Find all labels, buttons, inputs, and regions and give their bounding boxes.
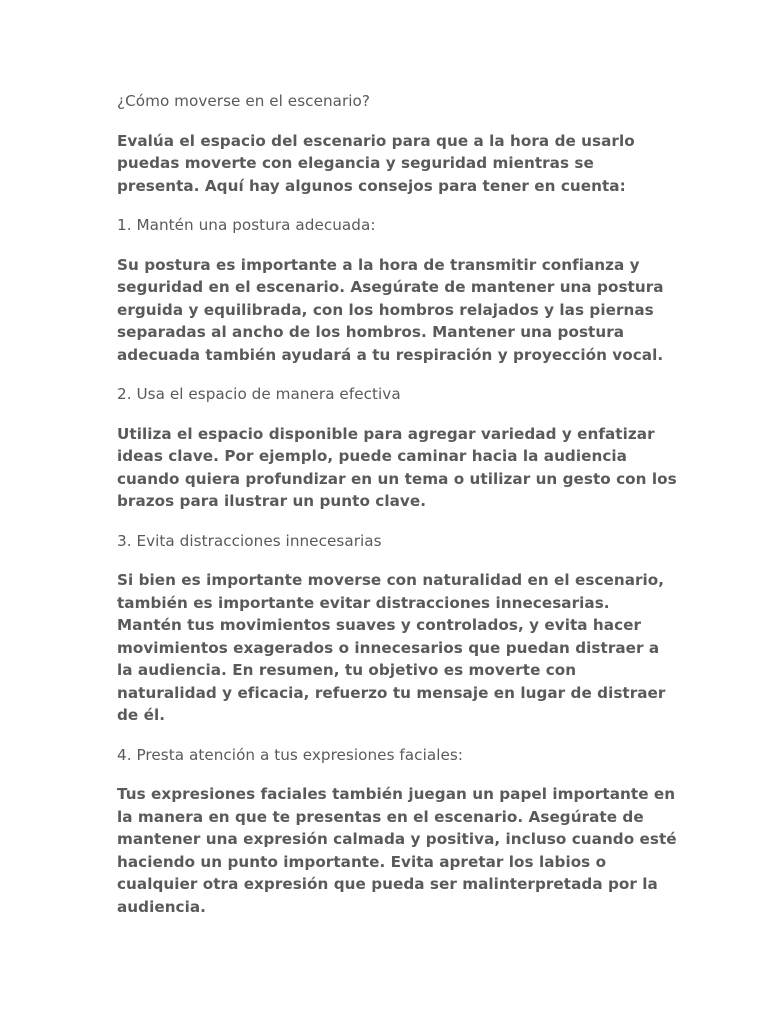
section-2-body: Utiliza el espacio disponible para agregar variedad y enfatizar ideas clave. Por ejemplo, puede caminar hacia la audiencia cuando quiera profundizar en un tema o utilizar un gesto con los brazos para ilustrar un punto clave. xyxy=(117,424,677,510)
section-1-heading: 1. Mantén una postura adecuada: xyxy=(117,216,376,234)
intro-paragraph: Evalúa el espacio del escenario para que a la hora de usarlo puedas moverte con elegancia y seguridad mientras se presenta. Aquí hay algunos consejos para tener en cuenta: xyxy=(117,131,635,195)
document-title: ¿Cómo moverse en el escenario? xyxy=(117,92,371,110)
section-3-body: Si bien es importante moverse con naturalidad en el escenario, también es importante evitar distracciones innecesarias. Mantén tus movimientos suaves y controlados, y evita hacer movimientos exagerados o innecesarios que puedan distraer a la audiencia. En resumen, tu objetivo es moverte con naturalidad y eficacia, refuerzo tu mensaje en lugar de distraer de él. xyxy=(117,571,666,724)
section-4-body: Tus expresiones faciales también juegan un papel importante en la manera en que te presentas en el escenario. Asegúrate de mantener una expresión calmada y positiva, incluso cuando esté haciendo un punto importante. Evita apretar los labios o cualquier otra expresión que pueda ser malinterpretada por la audiencia. xyxy=(117,785,677,916)
section-2-heading: 2. Usa el espacio de manera efectiva xyxy=(117,385,401,403)
section-4-heading: 4. Presta atención a tus expresiones faciales: xyxy=(117,745,463,764)
document-page xyxy=(117,90,677,935)
section-3-heading: 3. Evita distracciones innecesarias xyxy=(117,531,382,550)
section-1-body: Su postura es importante a la hora de transmitir confianza y seguridad en el escenario. Asegúrate de mantener una postura erguida y equilibrada, con los hombros relajados y las piernas separadas al ancho de los hombros. Mantener una postura adecuada también ayudará a tu respiración y proyección vocal. xyxy=(117,255,664,364)
